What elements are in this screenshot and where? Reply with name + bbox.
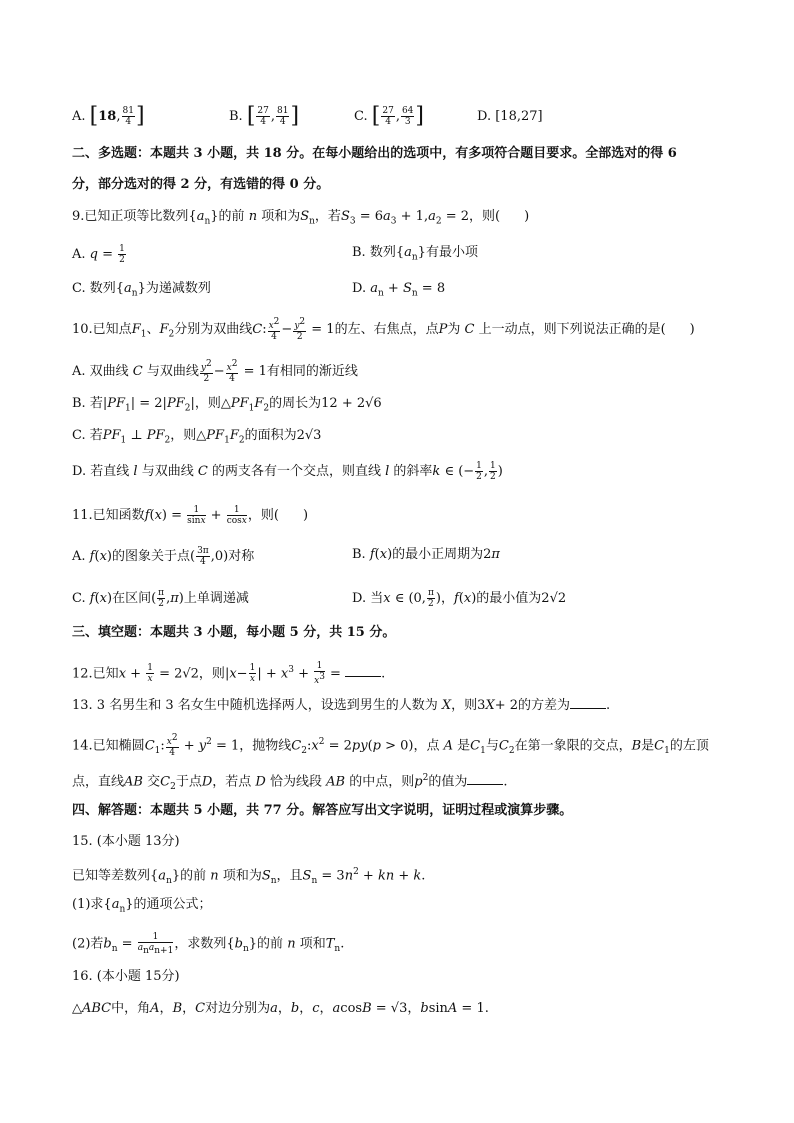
- q15-stem: 已知等差数列$\{a_n\}$的前 n 项和为$S_n$，且$S_n = 3n^2$ + kn + k.: [72, 867, 426, 886]
- q8-option-b-label: B.: [229, 109, 243, 124]
- q13-answer-blank[interactable]: [570, 696, 606, 709]
- q8-a-lo: 18: [98, 109, 117, 124]
- q8-option-c: C. [ $\frac{27}{4}$ , $\frac{64}{3}$ ]: [354, 103, 424, 129]
- q12-stem: 12.已知x + $\frac{1}{x}$ = 2√2，则|x− $\frac{1}{x}$ | + $x^3$ + $\frac{1}{x^3}$ = .: [72, 661, 386, 687]
- q10-option-a: A. 双曲线 C 与双曲线 $\frac{y^2}{2}$ − $\frac{x^2}{4}$ = 1有相同的渐近线: [72, 359, 358, 384]
- q9-stem: 9.已知正项等比数列$\{a_n\}$的前 n 项和为$S_n$，若$S_3 = 6a_3 + 1,a_2 = 2$，则( ): [72, 209, 530, 227]
- q14-stem-line1: 14.已知椭圆$C_1$: $\frac{x^2}{4}$ + $y^2 = 1$，抛物线$C_2:x^2 = 2py(p > 0)$，点 A 是$C_1$与$C_2$在第一象限的交点，B是$C_1$的左顶: [72, 733, 709, 759]
- q10-option-b: B. 若$|PF_1| = 2|PF_2|$，则$\triangle PF_1F_2$的周长为12 + 2√6: [72, 396, 382, 414]
- q11-option-d: D. 当x ∈ (0, $\frac{\pi}{2}$ )，f(x)的最小值为2√2: [352, 588, 567, 609]
- q16-title: 16. (本小题 15分): [72, 969, 180, 984]
- q11-option-a: A. f(x)的图象关于点( $\frac{3\pi}{4}$ ,0)对称: [72, 546, 255, 567]
- q9-option-a: A. q = $\frac{1}{2}$: [72, 244, 125, 265]
- q8-option-a: A. [18, $\frac{81}{4}$ ]: [72, 103, 145, 129]
- q9-option-c: C. 数列$\{a_n\}$为递减数列: [72, 281, 211, 299]
- q16-stem: △ABC中，角A，B，C对边分别为a，b，c，acosB = √3，bsinA = 1.: [72, 1001, 489, 1016]
- q10-stem: 10.已知点$F_1$、$F_2$分别为双曲线C: $\frac{x^2}{4}$ − $\frac{y^2}{2}$ = 1的左、右焦点，点P为 C 上一动点，则下列说法正确的是( ): [72, 317, 695, 342]
- q9-option-b: B. 数列$\{a_n\}$有最小项: [352, 245, 478, 263]
- q11-stem: 11.已知函数f(x) = $\frac{1}{\sin x}$ + $\frac{1}{\cos x}$ ，则( ): [72, 505, 309, 526]
- section-4-heading: 四、解答题：本题共 5 小题，共 77 分。解答应写出文字说明，证明过程或演算步骤。: [72, 803, 573, 818]
- q10-option-d: D. 若直线 l 与双曲线 C 的两支各有一个交点，则直线 l 的斜率k ∈ (− $\frac{1}{2}$ , $\frac{1}{2}$ ): [72, 461, 503, 482]
- q14-stem-line2: 点，直线AB 交$C_2$于点D，若点 D 恰为线段 AB 的中点，则$p^2$的值为 .: [72, 773, 508, 792]
- q15-part-2: (2)若$b_n$ = $\frac{1}{a_na_{n+1}}$ ，求数列$\{b_n\}$的前 n 项和$T_n$.: [72, 932, 345, 956]
- q15-part-1: (1)求$\{a_n\}$的通项公式；: [72, 897, 212, 915]
- section-2-heading: 二、多选题：本题共 3 小题，共 18 分。在每小题给出的选项中，有多项符合题目要求。全部选对的得 6: [72, 146, 677, 161]
- q15-title: 15. (本小题 13分): [72, 834, 180, 849]
- q11-option-c: C. f(x)在区间( $\frac{\pi}{2}$ ,π)上单调递减: [72, 588, 249, 609]
- q9-option-d: D. $a_n + S_n = 8$: [352, 281, 446, 299]
- q8-option-d: [477, 108, 543, 126]
- section-3-heading: 三、填空题：本题共 3 小题，每小题 5 分，共 15 分。: [72, 625, 396, 640]
- q8-option-c-label: C.: [354, 109, 368, 124]
- q14-answer-blank[interactable]: [467, 772, 503, 785]
- q12-answer-blank[interactable]: [345, 664, 381, 677]
- q8-option-d-label: D.: [477, 109, 492, 124]
- q10-option-c: C. 若$PF_1$ ⊥ $PF_2$，则$\triangle PF_1F_2$的面积为2√3: [72, 428, 322, 446]
- q8-option-a-label: A.: [72, 109, 86, 124]
- q13-stem: 13. 3 名男生和 3 名女生中随机选择两人，设选到男生的人数为 X，则3X+ 2的方差为 .: [72, 698, 611, 713]
- section-2-heading-cont: 分，部分选对的得 2 分，有选错的得 0 分。: [72, 177, 330, 192]
- q8-option-b: B. [ $\frac{27}{4}$ , $\frac{81}{4}$ ]: [229, 103, 300, 129]
- q8-a-hi: $\frac{81}{4}$: [122, 106, 134, 127]
- q11-option-b: B. f(x)的最小正周期为2π: [352, 547, 500, 562]
- q8-option-d-text: [18,27]: [495, 109, 543, 124]
